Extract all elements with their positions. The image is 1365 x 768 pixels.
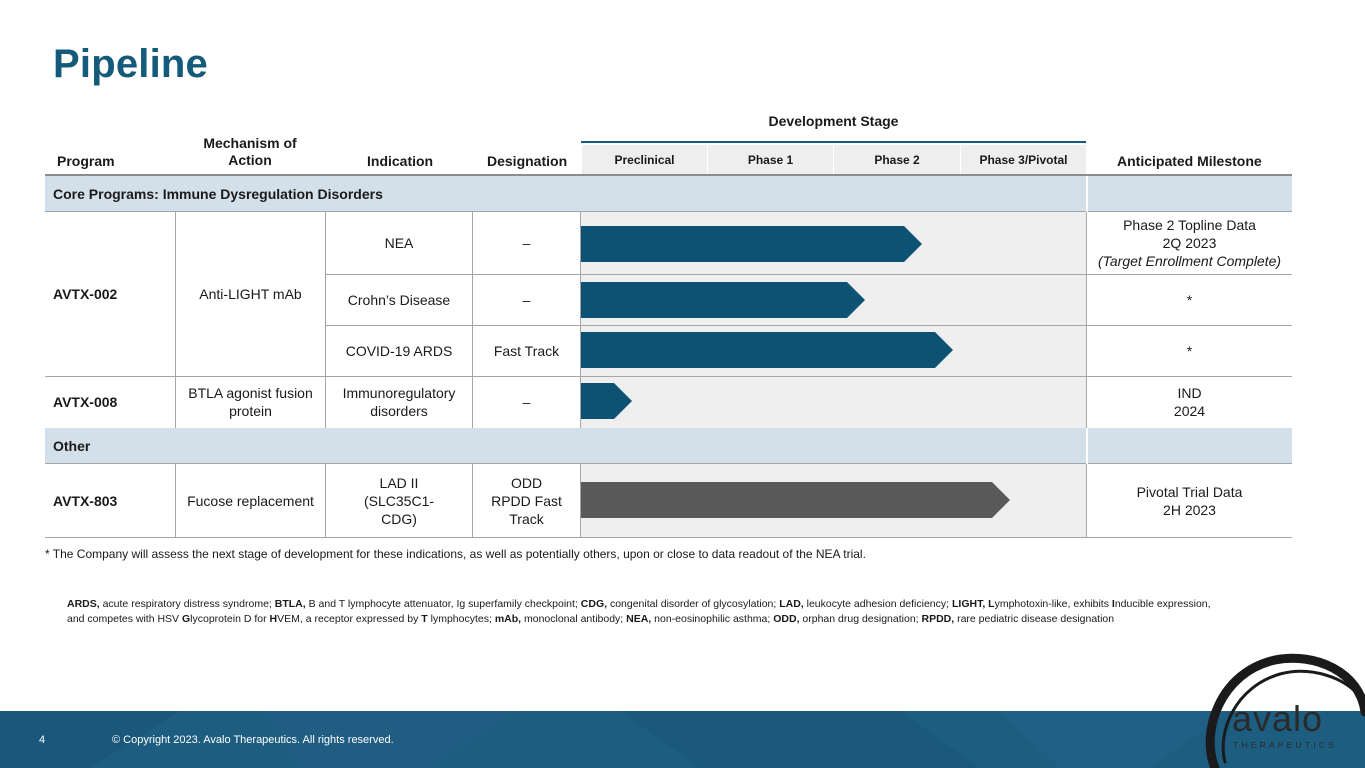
milestone-line: Phase 2 Topline Data	[1123, 217, 1256, 233]
milestone-line: 2024	[1173, 403, 1206, 419]
program-avtx-008: AVTX-008	[53, 394, 118, 410]
abbrev-term: T	[421, 613, 428, 625]
abbrev-definition: nducible expression, and competes with HSV	[67, 598, 1211, 625]
grid-line	[1086, 464, 1087, 537]
abbrev-term: LAD,	[779, 598, 804, 610]
milestone-line: Pivotal Trial Data	[1136, 483, 1243, 500]
milestone-covid-ards: *	[1186, 342, 1193, 359]
progress-bar-crohns	[581, 282, 865, 318]
progress-arrow	[581, 282, 865, 318]
indication-covid-ards: COVID-19 ARDS	[345, 342, 453, 359]
stage-phase-3-pivotal: Phase 3/Pivotal	[960, 145, 1086, 174]
stage-area	[581, 376, 1086, 428]
abbrev-definition: ymphotoxin-like, exhibits	[994, 598, 1112, 610]
grid-line	[325, 376, 326, 428]
abbrev-definition: leukocyte adhesion deficiency;	[803, 598, 952, 610]
col-header-indication: Indication	[367, 153, 434, 169]
milestone-avtx-008	[1087, 376, 1292, 428]
abbrev-term: G	[181, 613, 191, 625]
designation-immunoregulatory: –	[522, 394, 531, 410]
abbreviations	[67, 597, 1217, 627]
indication-immunoregulatory: Immunoregulatory disorders	[342, 385, 456, 419]
abbrev-term: H	[269, 613, 278, 625]
indication-crohns: Crohn’s Disease	[347, 291, 451, 308]
milestone-avtx-803	[1087, 464, 1292, 537]
stage-phase-2: Phase 2	[833, 145, 960, 174]
col-header-development-stage: Development Stage	[768, 113, 899, 129]
abbrev-definition: VEM, a receptor expressed by	[277, 613, 422, 625]
indication-lad-ii: LAD II (SLC35C1-CDG)	[363, 474, 435, 527]
development-stage-rule	[581, 141, 1086, 143]
milestone-line: IND	[1177, 385, 1202, 401]
designation-nea: –	[522, 235, 531, 251]
grid-line	[1086, 376, 1087, 428]
avalo-logo	[1195, 652, 1365, 768]
grid-line	[175, 464, 176, 537]
grid-line	[325, 212, 326, 376]
grid-line	[325, 274, 1292, 275]
footer	[0, 711, 1365, 768]
page-title: Pipeline	[53, 42, 208, 86]
category-row-other	[45, 428, 1292, 464]
progress-arrow	[581, 383, 632, 419]
page-number: 4	[39, 734, 46, 746]
indication-nea: NEA	[384, 235, 414, 251]
category-divider	[1086, 176, 1088, 212]
progress-bar-avtx-803	[581, 482, 1010, 518]
abbrev-definition: non-eosinophilic asthma;	[651, 613, 774, 625]
abbrev-term: RPDD,	[921, 613, 955, 625]
milestone-line: 2H 2023	[1163, 501, 1216, 518]
abbrev-definition: lymphocytes;	[427, 613, 495, 625]
abbrev-definition: rare pediatric disease designation	[954, 613, 1115, 625]
milestone-note: (Target Enrollment Complete)	[1097, 253, 1282, 269]
grid-line	[472, 376, 473, 428]
col-header-mechanism: Mechanism of Action	[203, 135, 297, 168]
abbrev-term: I	[1111, 598, 1115, 610]
grid-line	[45, 376, 1292, 377]
progress-bar-nea	[581, 226, 922, 262]
program-avtx-803: AVTX-803	[53, 492, 118, 509]
category-row-core	[45, 176, 1292, 212]
milestone-nea	[1087, 212, 1292, 274]
abbrev-term: mAb,	[494, 613, 522, 625]
grid-line	[175, 376, 176, 428]
abbrev-definition: congenital disorder of glycosylation;	[607, 598, 780, 610]
abbrev-definition: monoclonal antibody;	[521, 613, 627, 625]
col-header-program: Program	[57, 153, 115, 169]
grid-line	[325, 464, 326, 537]
mechanism-fucose: Fucose replacement	[187, 492, 314, 509]
progress-bar-covid-ards	[581, 332, 953, 368]
category-divider	[1086, 428, 1088, 464]
abbrev-definition: lycoprotein D for	[190, 613, 270, 625]
grid-line	[1086, 212, 1087, 376]
designation-crohns: –	[522, 291, 531, 308]
designation-avtx-803: ODD RPDD Fast Track	[491, 474, 562, 527]
grid-line	[472, 464, 473, 537]
abbrev-term: ODD,	[773, 613, 800, 625]
col-header-milestone: Anticipated Milestone	[1117, 153, 1262, 169]
abbrev-term: CDG,	[580, 598, 608, 610]
stage-preclinical: Preclinical	[581, 145, 707, 174]
logo-wordmark: avalo	[1232, 698, 1324, 739]
category-label: Other	[53, 438, 91, 454]
logo-subtitle: THERAPEUTICS	[1233, 740, 1338, 750]
abbrev-term: LIGHT, L	[951, 598, 995, 610]
designation-covid-ards: Fast Track	[493, 342, 560, 359]
grid-line	[325, 325, 1292, 326]
progress-arrow	[581, 226, 922, 262]
progress-bar-avtx-008	[581, 383, 632, 419]
col-header-designation: Designation	[487, 153, 568, 169]
mechanism-anti-light: Anti-LIGHT mAb	[199, 286, 302, 302]
stage-phase-1: Phase 1	[707, 145, 833, 174]
copyright: © Copyright 2023. Avalo Therapeutics. All rights reserved.	[112, 734, 394, 746]
abbrev-term: BTLA,	[274, 598, 306, 610]
grid-line	[45, 537, 1292, 538]
milestone-line: 2Q 2023	[1162, 235, 1217, 251]
abbrev-definition: orphan drug designation;	[799, 613, 922, 625]
abbrev-term: ARDS,	[67, 598, 100, 610]
abbrev-definition: acute respiratory distress syndrome;	[99, 598, 275, 610]
milestone-crohns: *	[1186, 291, 1193, 308]
grid-line	[472, 212, 473, 376]
abbrev-term: NEA,	[626, 613, 652, 625]
program-avtx-002: AVTX-002	[53, 286, 118, 302]
progress-arrow	[581, 332, 953, 368]
category-label: Core Programs: Immune Dysregulation Disorders	[53, 186, 383, 202]
grid-line	[175, 212, 176, 376]
progress-arrow	[581, 482, 1010, 518]
footnote: * The Company will assess the next stage of development for these indications, as well as potentially others, upon or close to data readout of the NEA trial.	[45, 547, 866, 561]
abbrev-definition: B and T lymphocyte attenuator, Ig superfamily checkpoint;	[305, 598, 581, 610]
mechanism-btla: BTLA agonist fusion protein	[188, 385, 313, 419]
